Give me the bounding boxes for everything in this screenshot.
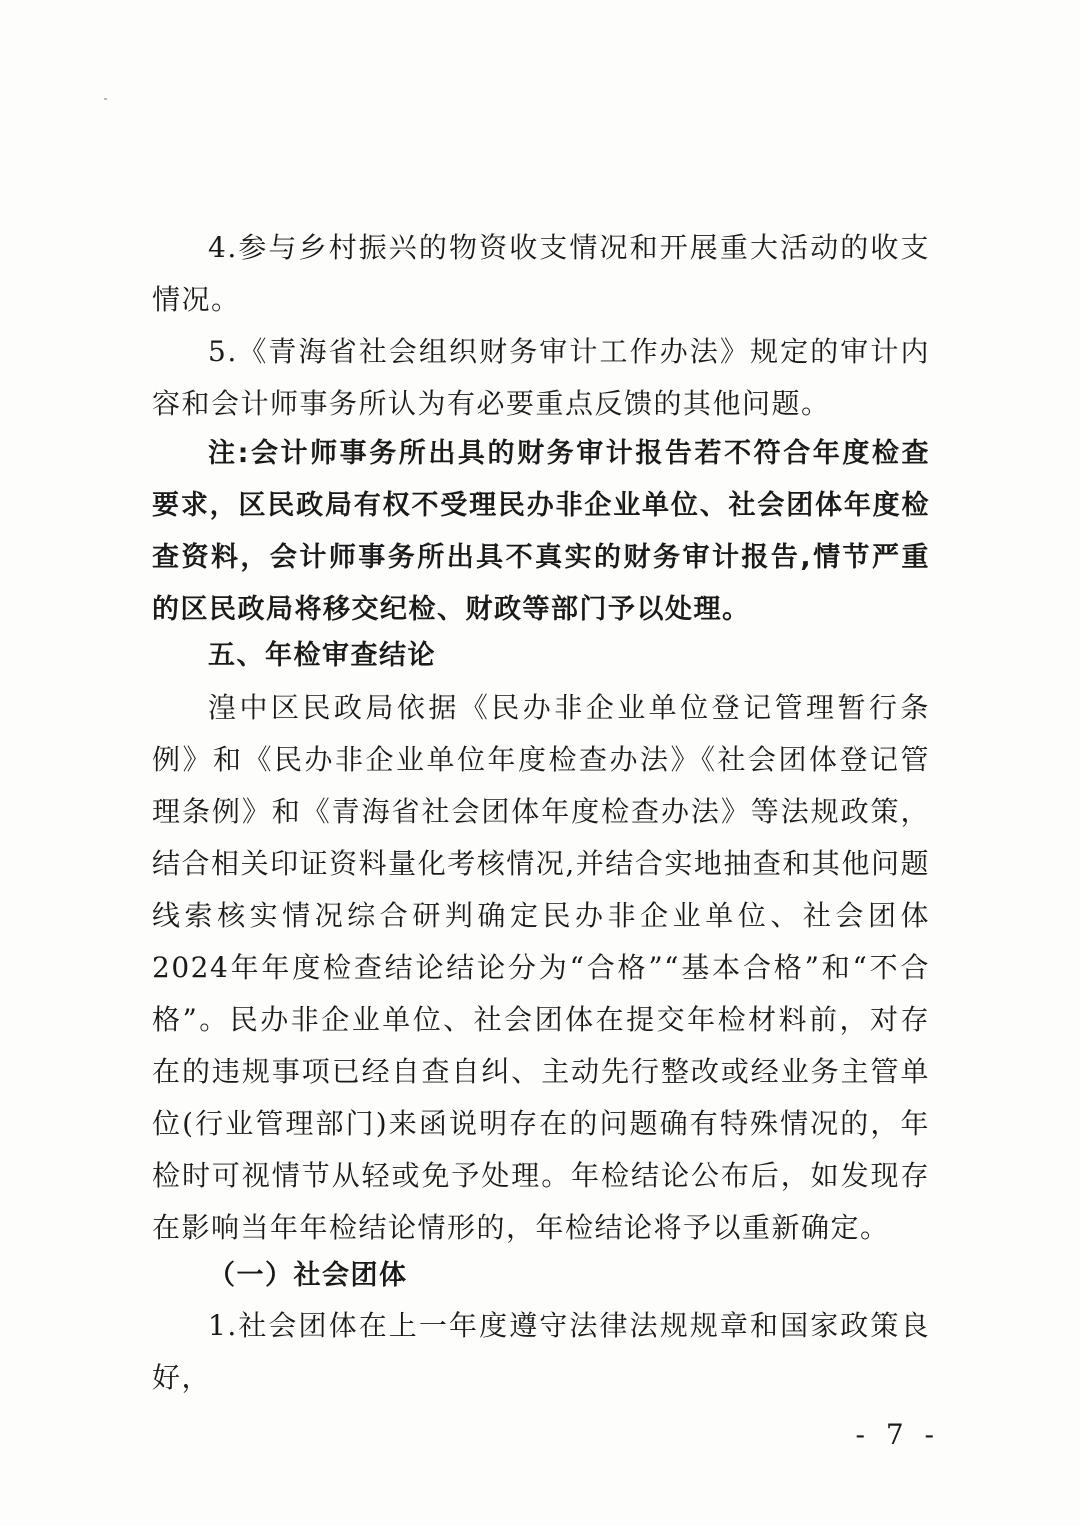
page-number: - 7 - xyxy=(855,1418,940,1451)
note-paragraph: 注:会计师事务所出具的财务审计报告若不符合年度检查要求，区民政局有权不受理民办非企业单位、社会团体年度检查资料，会计师事务所出具不真实的财务审计报告,情节严重的区民政局将移交纪检、财政等部门予以处理。 xyxy=(152,438,930,625)
subsection-1-item-1: 1.社会团体在上一年度遵守法律法规规章和国家政策良好， xyxy=(152,1309,930,1394)
subsection-heading-1: （一）社会团体 xyxy=(208,1260,408,1291)
section-5-paragraph: 湟中区民政局依据《民办非企业单位登记管理暂行条例》和《民办非企业单位年度检查办法》《社会团体登记管理条例》和《青海省社会团体年度检查办法》等法规政策，结合相关印证资料量化考核情况,并结合实地抽查和其他问题线索核实情况综合研判确定民办非企业单位、社会团体2024年年度检查结论结论分为“合格”“基本合格”和“不合格”。民办非企业单位、社会团体在提交年检材料前，对存在的违规事项已经自查自纠、主动先行整改或经业务主管单位(行业管理部门)来函说明存在的问题确有特殊情况的，年检时可视情节从轻或免予处理。年检结论公布后，如发现存在影响当年年检结论情形的，年检结论将予以重新确定。 xyxy=(152,691,930,1244)
section-heading-5: 五、年检审查结论 xyxy=(208,640,436,671)
list-item-4: 4.参与乡村振兴的物资收支情况和开展重大活动的收支情况。 xyxy=(152,231,930,316)
scan-speck xyxy=(104,98,107,100)
list-item-5: 5.《青海省社会组织财务审计工作办法》规定的审计内容和会计师事务所认为有必要重点反馈的其他问题。 xyxy=(152,335,930,420)
